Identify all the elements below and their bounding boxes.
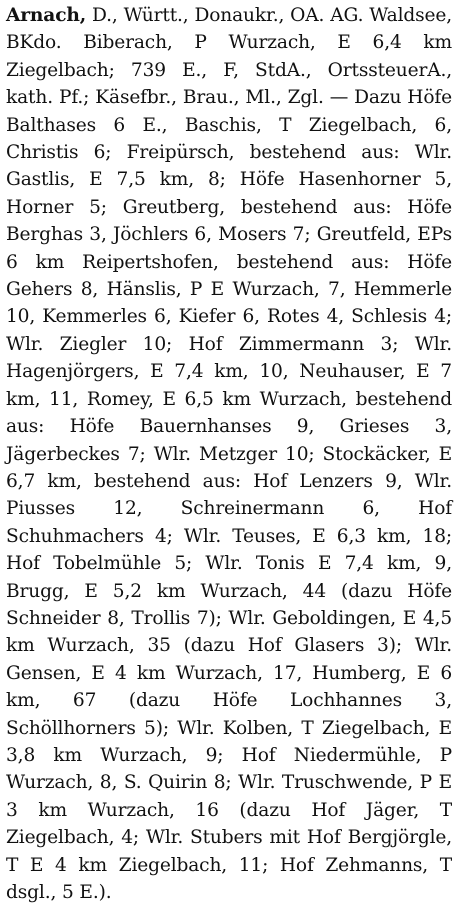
entry-body-text: D., Württ., Donaukr., OA. AG. Waldsee, BKdo. Biberach, P Wurzach, E 6,4 km Ziegelbach; 739 E., F, StdA., OrtssteuerA., kath. Pf.; Käsefbr., Brau., Ml., Zgl. — Dazu Höfe Balthases 6 E., Baschis, T Ziegelbach, 6, Christis 6; Freipürsch, bestehend aus: Wlr. Gastlis, E 7,5 km, 8; Höfe Hasenhorner 5, Horner 5; Greutberg, bestehend aus: Höfe Berghas 3, Jöchlers 6, Mosers 7; Greutfeld, EPs 6 km Reipertshofen, bestehend aus: Höfe Gehers 8, Hänslis, P E Wurzach, 7, Hemmerle 10, Kemmerles 6, Kiefer 6, Rotes 4, Schlesis 4; Wlr. Ziegler 10; Hof Zimmermann 3; Wlr. Hagenjörgers, E 7,4 km, 10, Neuhauser, E 7 km, 11, Romey, E 6,5 km Wurzach, bestehend aus: Höfe Bauernhanses 9, Grieses 3, Jägerbeckes 7; Wlr. Metzger 10; Stockäcker, E 6,7 km, bestehend aus: Hof Lenzers 9, Wlr. Piusses 12, Schreinermann 6, Hof Schuhmachers 4; Wlr. Teuses, E 6,3 km, 18; Hof Tobelmühle 5; Wlr. Tonis E 7,4 km, 9, Brugg, E 5,2 km Wurzach, 44 (dazu Höfe Schneider 8, Trollis 7); Wlr. Geboldingen, E 4,5 km Wurzach, 35 (dazu Hof Glasers 3); Wlr. Gensen, E 4 km Wurzach, 17, Humberg, E 6 km, 67 (dazu Höfe Lochhannes 3, Schöllhorners 5); Wlr. Kolben, T Ziegelbach, E 3,8 km Wurzach, 9; Hof Niedermühle, P Wurzach, 8, S. Quirin 8; Wlr. Truschwende, P E 3 km Wurzach, 16 (dazu Hof Jäger, T Ziegelbach, 4; Wlr. Stubers mit Hof Bergjörgle, T E 4 km Ziegelbach, 11; Hof Zehmanns, T dsgl., 5 E.). (6, 5, 452, 903)
gazetteer-entry-arnach (6, 2, 452, 906)
entry-headword: Arnach, (6, 5, 87, 26)
